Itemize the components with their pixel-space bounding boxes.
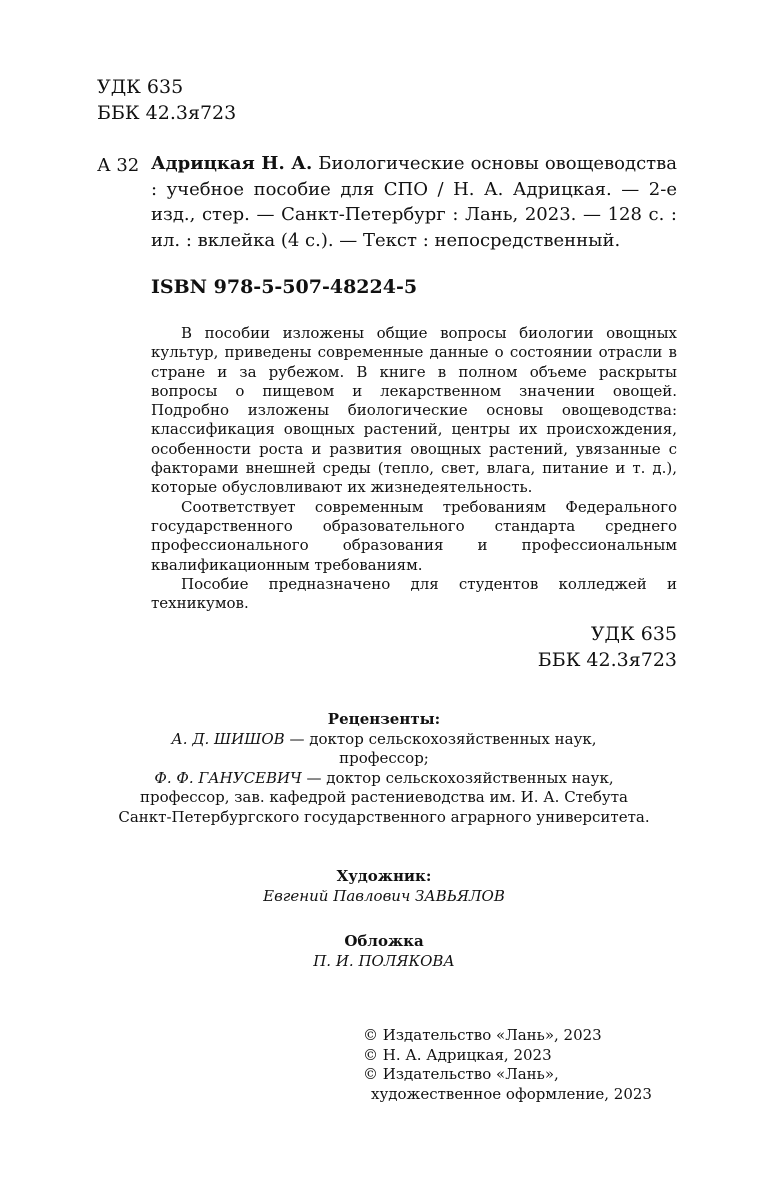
reviewer-2-affiliation: Санкт-Петербургского государственного аграрного университета. — [118, 807, 650, 826]
udk-block-top — [97, 74, 236, 126]
bibliographic-record — [151, 151, 677, 253]
bbk-code: ББК 42.3я723 — [537, 649, 677, 671]
cover-heading: Обложка — [344, 932, 424, 950]
reviewer-2-title: — доктор сельскохозяйственных наук, — [301, 768, 614, 787]
udk-code: УДК 635 — [590, 623, 677, 645]
reviewer-1-title-cont: профессор; — [339, 749, 429, 767]
reviewer-2-title-cont: профессор, зав. кафедрой растениеводства им. И. А. Стебута — [140, 788, 628, 806]
author-name: Адрицкая Н. А. — [151, 153, 313, 174]
udk-code: УДК 635 — [97, 76, 184, 98]
cover-block — [0, 932, 768, 971]
artist-heading: Художник: — [336, 867, 432, 885]
author-code: А 32 — [97, 155, 140, 176]
artist-name: Евгений Павлович ЗАВЬЯЛОВ — [263, 886, 505, 905]
udk-block-bottom — [538, 621, 677, 673]
annotation-paragraph: В пособии изложены общие вопросы биологии овощных культур, приведены современные данные о состоянии отрасли в стране и за рубежом. В книге в полном объеме раскрыты вопросы о пищевом и лекарственном значении овощей. Подробно изложены биологические основы овощеводства: классификация овощных растений, центры их происхождения, особенности роста и развития овощных растений, увязанные с факторами внешней среды (тепло, свет, влага, питание и т. д.), которые обусловливают их жизнедеятельность. — [151, 324, 677, 497]
reviewer-1-title: — доктор сельскохозяйственных наук, — [284, 729, 597, 748]
reviewers-heading: Рецензенты: — [327, 710, 441, 728]
copyright-line: художественное оформление, 2023 — [371, 1084, 652, 1103]
reviewers-block — [0, 710, 768, 827]
bbk-code: ББК 42.3я723 — [97, 102, 237, 124]
reviewer-1-name: А. Д. ШИШОВ — [171, 729, 285, 748]
copyright-block — [363, 1026, 652, 1104]
copyright-line: © Издательство «Лань», — [363, 1065, 559, 1083]
copyright-line: © Н. А. Адрицкая, 2023 — [363, 1045, 552, 1064]
artist-block — [0, 867, 768, 906]
isbn: ISBN 978-5-507-48224-5 — [151, 276, 418, 298]
cover-designer-name: П. И. ПОЛЯКОВА — [313, 951, 455, 970]
bibliographic-description: Биологические основы овощеводства : учебное пособие для СПО / Н. А. Адрицкая. — 2-е изд., стер. — Санкт-Петербург : Лань, 2023. — 128 с. : ил. : вклейка (4 с.). — Текст : непосредственный. — [151, 153, 677, 251]
reviewer-1 — [0, 730, 768, 750]
annotation-paragraph: Соответствует современным требованиям Федерального государственного образовательного стандарта среднего профессионального образования и профессиональным квалификационным требованиям. — [151, 497, 677, 574]
annotation-paragraph: Пособие предназначено для студентов колледжей и техникумов. — [151, 574, 677, 613]
reviewer-2-name: Ф. Ф. ГАНУСЕВИЧ — [154, 768, 302, 787]
annotation — [151, 324, 677, 613]
copyright-line: © Издательство «Лань», 2023 — [363, 1026, 602, 1044]
reviewer-2 — [0, 769, 768, 789]
